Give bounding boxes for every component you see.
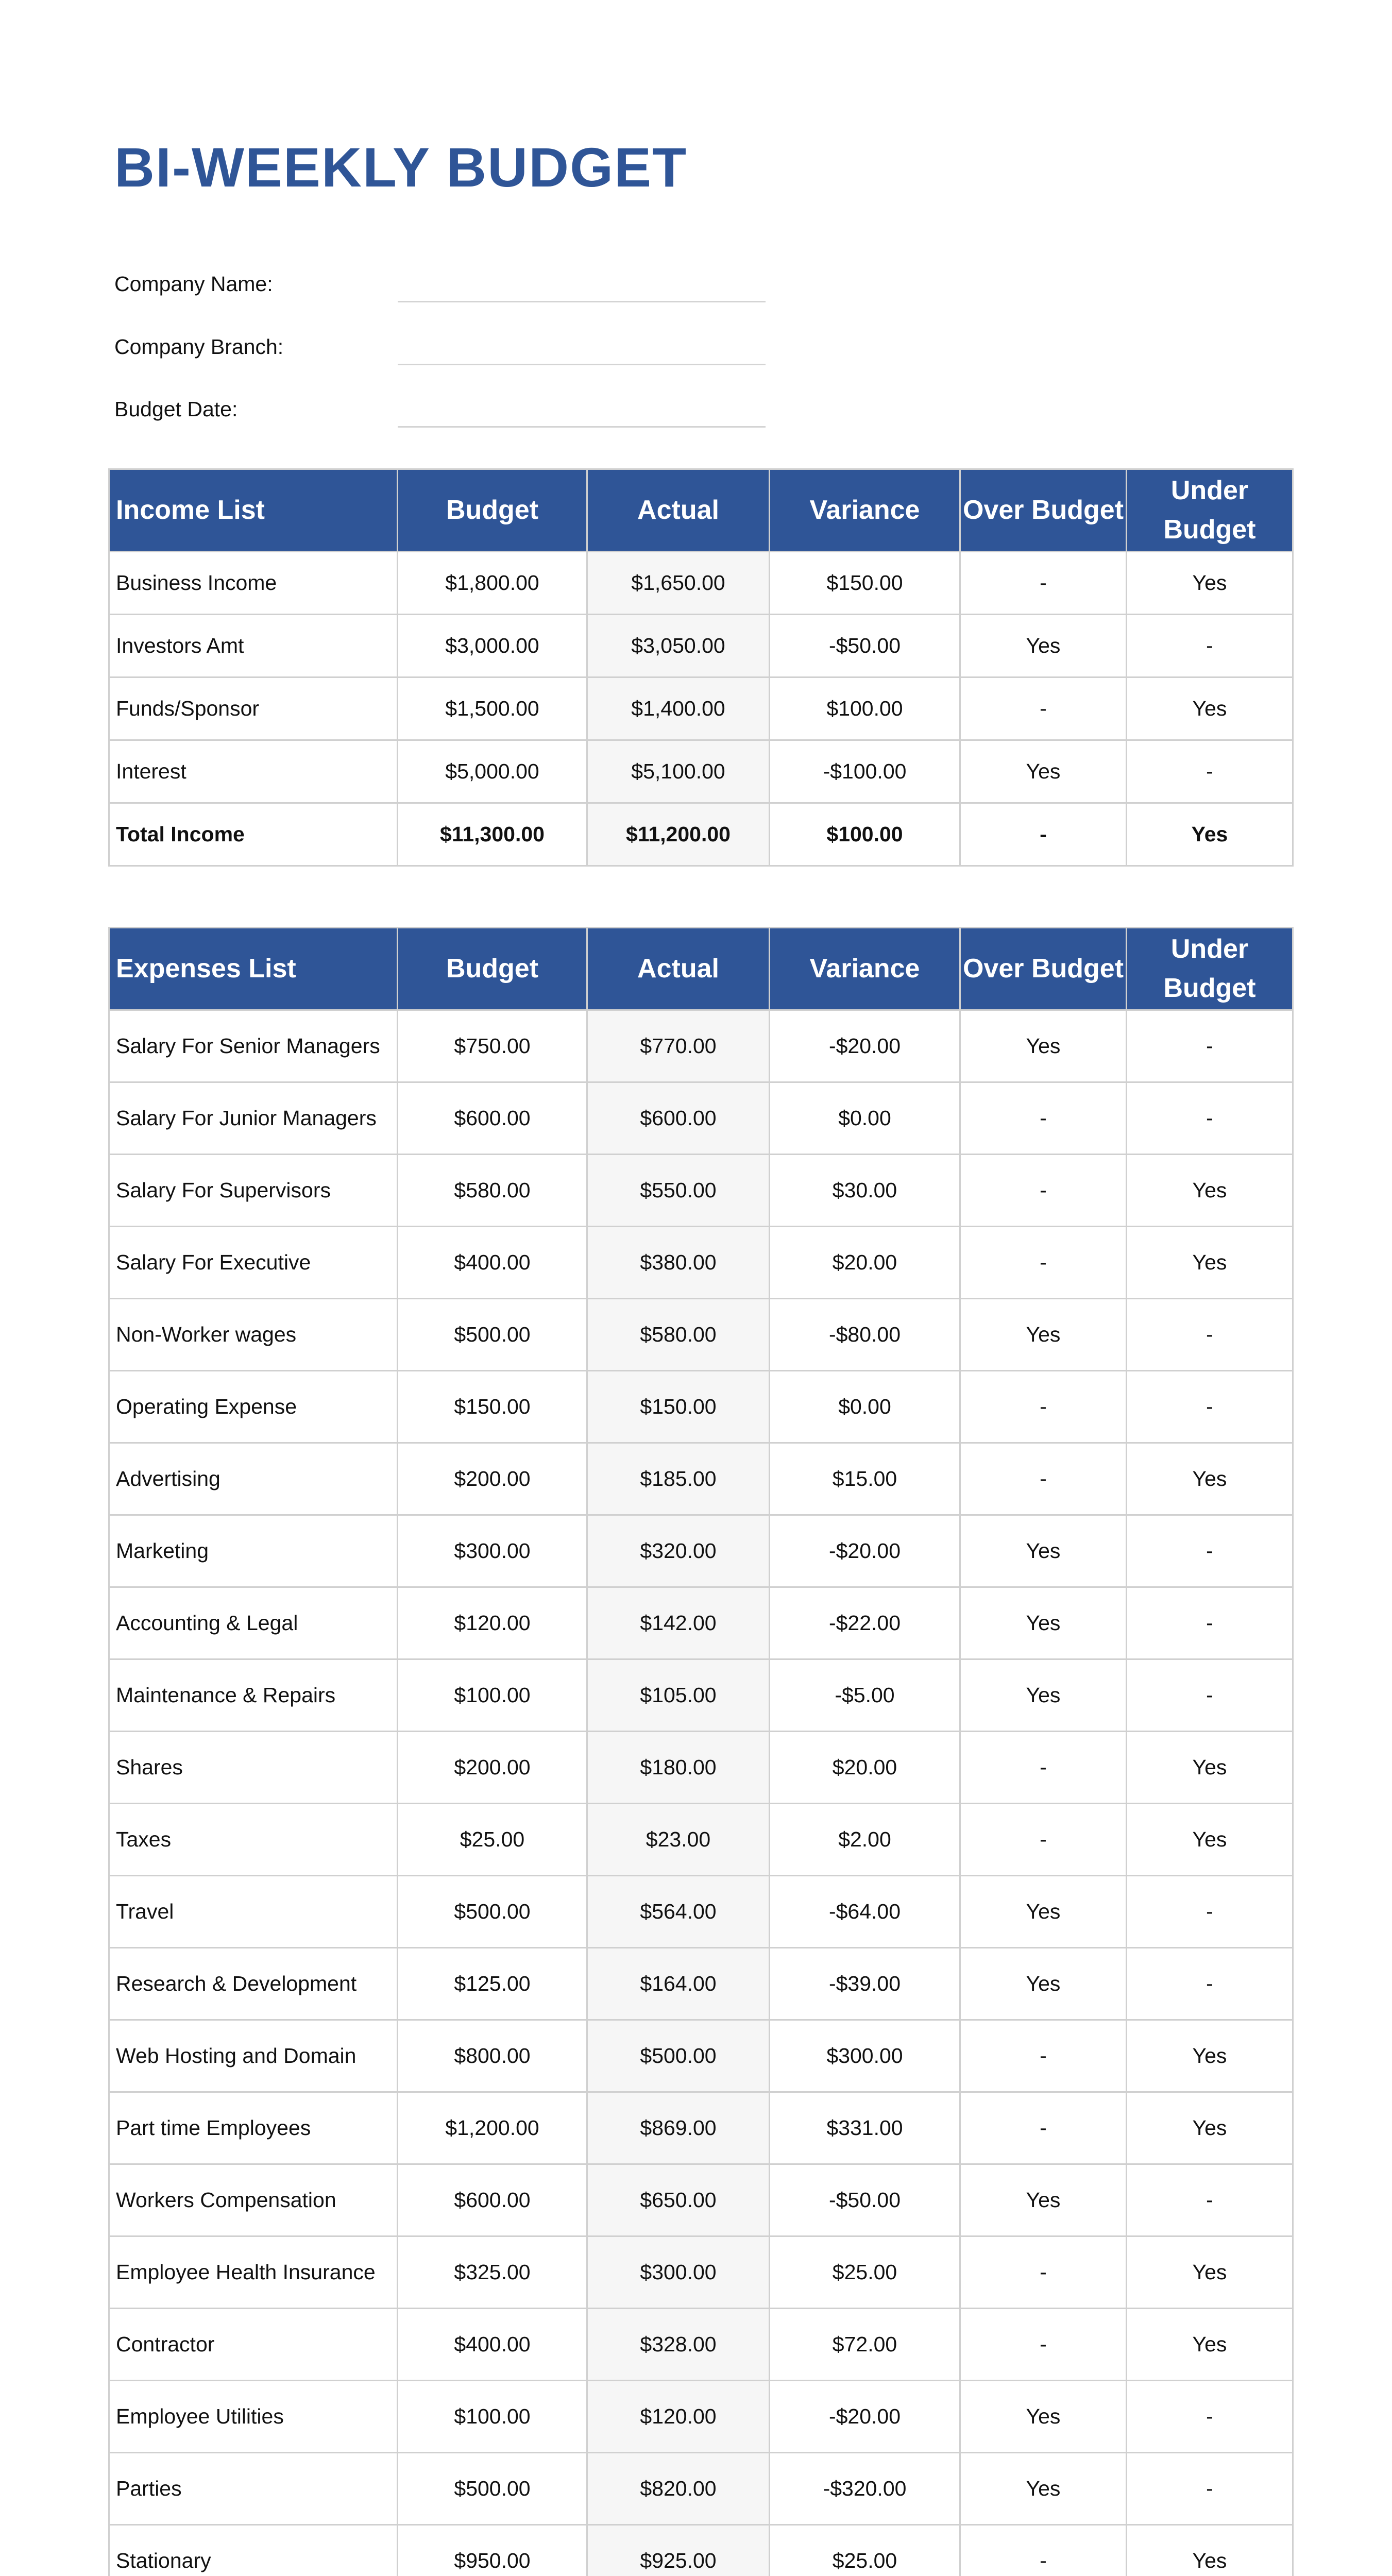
table-row — [109, 2381, 1293, 2453]
cell-over-budget: Yes — [960, 1299, 1127, 1371]
income-header-item: Income List — [109, 469, 398, 552]
cell-actual: $1,650.00 — [587, 552, 770, 615]
cell-item: Salary For Senior Managers — [109, 1010, 398, 1082]
table-row — [109, 2309, 1293, 2381]
cell-actual: $150.00 — [587, 1371, 770, 1443]
cell-over-budget: - — [960, 803, 1127, 866]
cell-item: Workers Compensation — [109, 2164, 398, 2236]
cell-actual: $500.00 — [587, 2020, 770, 2092]
table-row — [109, 2164, 1293, 2236]
cell-budget: $1,200.00 — [398, 2092, 587, 2164]
cell-under-budget: - — [1127, 1659, 1293, 1732]
cell-budget: $400.00 — [398, 2309, 587, 2381]
cell-item: Marketing — [109, 1515, 398, 1587]
company-branch-label: Company Branch: — [114, 335, 284, 359]
cell-over-budget: - — [960, 2092, 1127, 2164]
cell-variance: $331.00 — [770, 2092, 960, 2164]
cell-actual: $580.00 — [587, 1299, 770, 1371]
cell-item: Employee Health Insurance — [109, 2236, 398, 2309]
table-row — [109, 1371, 1293, 1443]
cell-variance: -$5.00 — [770, 1659, 960, 1732]
cell-item: Parties — [109, 2453, 398, 2525]
cell-under-budget: - — [1127, 1082, 1293, 1155]
cell-variance: -$64.00 — [770, 1876, 960, 1948]
cell-budget: $120.00 — [398, 1587, 587, 1659]
table-row — [109, 1443, 1293, 1515]
cell-budget: $950.00 — [398, 2525, 587, 2576]
cell-actual: $925.00 — [587, 2525, 770, 2576]
cell-budget: $800.00 — [398, 2020, 587, 2092]
cell-variance: -$20.00 — [770, 2381, 960, 2453]
cell-item: Operating Expense — [109, 1371, 398, 1443]
cell-actual: $380.00 — [587, 1227, 770, 1299]
cell-under-budget: Yes — [1127, 2236, 1293, 2309]
cell-item: Employee Utilities — [109, 2381, 398, 2453]
cell-under-budget: - — [1127, 1948, 1293, 2020]
cell-budget: $600.00 — [398, 1082, 587, 1155]
cell-over-budget: - — [960, 1082, 1127, 1155]
cell-variance: -$50.00 — [770, 2164, 960, 2236]
cell-item: Part time Employees — [109, 2092, 398, 2164]
cell-actual: $164.00 — [587, 1948, 770, 2020]
cell-under-budget: Yes — [1127, 1443, 1293, 1515]
table-row — [109, 1732, 1293, 1804]
cell-under-budget: Yes — [1127, 2525, 1293, 2576]
budget-date-field[interactable] — [398, 426, 766, 428]
cell-item: Travel — [109, 1876, 398, 1948]
cell-variance: $0.00 — [770, 1082, 960, 1155]
table-row — [109, 1155, 1293, 1227]
cell-variance: $25.00 — [770, 2236, 960, 2309]
cell-item: Web Hosting and Domain — [109, 2020, 398, 2092]
cell-budget: $1,800.00 — [398, 552, 587, 615]
cell-over-budget: Yes — [960, 1948, 1127, 2020]
table-row — [109, 1227, 1293, 1299]
expenses-table — [108, 927, 1294, 2576]
cell-actual: $820.00 — [587, 2453, 770, 2525]
income-header-over-budget: Over Budget — [960, 469, 1127, 552]
cell-over-budget: - — [960, 2309, 1127, 2381]
cell-budget: $500.00 — [398, 1876, 587, 1948]
cell-under-budget: - — [1127, 2381, 1293, 2453]
cell-item: Funds/Sponsor — [109, 677, 398, 740]
cell-item: Shares — [109, 1732, 398, 1804]
table-row — [109, 740, 1293, 803]
cell-budget: $300.00 — [398, 1515, 587, 1587]
income-header-variance: Variance — [770, 469, 960, 552]
cell-under-budget: - — [1127, 2453, 1293, 2525]
expenses-header-under-budget: Under Budget — [1127, 928, 1293, 1010]
cell-under-budget: - — [1127, 1299, 1293, 1371]
cell-over-budget: - — [960, 1443, 1127, 1515]
cell-variance: -$80.00 — [770, 1299, 960, 1371]
cell-budget: $580.00 — [398, 1155, 587, 1227]
cell-item: Advertising — [109, 1443, 398, 1515]
cell-under-budget: Yes — [1127, 1732, 1293, 1804]
cell-variance: -$20.00 — [770, 1515, 960, 1587]
table-row — [109, 1515, 1293, 1587]
cell-budget: $200.00 — [398, 1443, 587, 1515]
table-row — [109, 2525, 1293, 2576]
cell-over-budget: - — [960, 1804, 1127, 1876]
table-row — [109, 1948, 1293, 2020]
cell-item: Total Income — [109, 803, 398, 866]
income-header-under-budget: Under Budget — [1127, 469, 1293, 552]
cell-actual: $600.00 — [587, 1082, 770, 1155]
cell-item: Interest — [109, 740, 398, 803]
cell-actual: $5,100.00 — [587, 740, 770, 803]
cell-actual: $650.00 — [587, 2164, 770, 2236]
cell-under-budget: - — [1127, 1876, 1293, 1948]
cell-budget: $500.00 — [398, 1299, 587, 1371]
cell-variance: -$20.00 — [770, 1010, 960, 1082]
cell-over-budget: - — [960, 1155, 1127, 1227]
cell-over-budget: - — [960, 677, 1127, 740]
expenses-header-over-budget: Over Budget — [960, 928, 1127, 1010]
table-row — [109, 677, 1293, 740]
table-row — [109, 1082, 1293, 1155]
cell-under-budget: - — [1127, 740, 1293, 803]
expenses-header-item: Expenses List — [109, 928, 398, 1010]
cell-over-budget: Yes — [960, 2381, 1127, 2453]
company-name-field[interactable] — [398, 301, 766, 302]
cell-over-budget: - — [960, 2525, 1127, 2576]
cell-actual: $869.00 — [587, 2092, 770, 2164]
cell-under-budget: Yes — [1127, 803, 1293, 866]
cell-actual: $300.00 — [587, 2236, 770, 2309]
cell-variance: $20.00 — [770, 1227, 960, 1299]
cell-under-budget: Yes — [1127, 1804, 1293, 1876]
cell-under-budget: - — [1127, 2164, 1293, 2236]
cell-under-budget: Yes — [1127, 2092, 1293, 2164]
cell-over-budget: - — [960, 1227, 1127, 1299]
cell-under-budget: Yes — [1127, 552, 1293, 615]
cell-variance: -$320.00 — [770, 2453, 960, 2525]
cell-under-budget: - — [1127, 1010, 1293, 1082]
cell-over-budget: - — [960, 552, 1127, 615]
cell-variance: $25.00 — [770, 2525, 960, 2576]
income-header-actual: Actual — [587, 469, 770, 552]
cell-actual: $550.00 — [587, 1155, 770, 1227]
table-row — [109, 1587, 1293, 1659]
cell-under-budget: Yes — [1127, 1155, 1293, 1227]
income-header-row — [109, 469, 1293, 552]
cell-item: Non-Worker wages — [109, 1299, 398, 1371]
cell-budget: $325.00 — [398, 2236, 587, 2309]
company-name-label: Company Name: — [114, 272, 273, 296]
cell-over-budget: - — [960, 2020, 1127, 2092]
cell-actual: $180.00 — [587, 1732, 770, 1804]
cell-budget: $750.00 — [398, 1010, 587, 1082]
cell-budget: $25.00 — [398, 1804, 587, 1876]
cell-under-budget: Yes — [1127, 677, 1293, 740]
cell-item: Investors Amt — [109, 615, 398, 677]
cell-variance: $15.00 — [770, 1443, 960, 1515]
cell-over-budget: - — [960, 1371, 1127, 1443]
expenses-header-variance: Variance — [770, 928, 960, 1010]
cell-actual: $770.00 — [587, 1010, 770, 1082]
cell-actual: $142.00 — [587, 1587, 770, 1659]
budget-date-label: Budget Date: — [114, 397, 238, 421]
cell-over-budget: Yes — [960, 740, 1127, 803]
cell-item: Stationary — [109, 2525, 398, 2576]
cell-actual: $185.00 — [587, 1443, 770, 1515]
company-branch-field[interactable] — [398, 364, 766, 365]
table-row — [109, 552, 1293, 615]
cell-over-budget: Yes — [960, 615, 1127, 677]
cell-under-budget: - — [1127, 1515, 1293, 1587]
cell-item: Salary For Executive — [109, 1227, 398, 1299]
table-row — [109, 2020, 1293, 2092]
income-total-row — [109, 803, 1293, 866]
cell-variance: $30.00 — [770, 1155, 960, 1227]
cell-variance: -$22.00 — [770, 1587, 960, 1659]
cell-over-budget: Yes — [960, 2164, 1127, 2236]
cell-item: Salary For Junior Managers — [109, 1082, 398, 1155]
cell-over-budget: Yes — [960, 1876, 1127, 1948]
cell-under-budget: Yes — [1127, 1227, 1293, 1299]
cell-variance: $100.00 — [770, 677, 960, 740]
table-row — [109, 1299, 1293, 1371]
cell-over-budget: - — [960, 1732, 1127, 1804]
table-row — [109, 1804, 1293, 1876]
cell-item: Salary For Supervisors — [109, 1155, 398, 1227]
expenses-header-actual: Actual — [587, 928, 770, 1010]
cell-budget: $100.00 — [398, 1659, 587, 1732]
cell-variance: $20.00 — [770, 1732, 960, 1804]
cell-actual: $328.00 — [587, 2309, 770, 2381]
cell-budget: $600.00 — [398, 2164, 587, 2236]
cell-actual: $120.00 — [587, 2381, 770, 2453]
cell-actual: $105.00 — [587, 1659, 770, 1732]
cell-item: Maintenance & Repairs — [109, 1659, 398, 1732]
cell-actual: $564.00 — [587, 1876, 770, 1948]
table-row — [109, 1010, 1293, 1082]
cell-variance: -$50.00 — [770, 615, 960, 677]
cell-variance: $72.00 — [770, 2309, 960, 2381]
cell-actual: $1,400.00 — [587, 677, 770, 740]
cell-variance: $150.00 — [770, 552, 960, 615]
cell-over-budget: Yes — [960, 2453, 1127, 2525]
cell-item: Research & Development — [109, 1948, 398, 2020]
cell-variance: $0.00 — [770, 1371, 960, 1443]
cell-variance: -$39.00 — [770, 1948, 960, 2020]
cell-item: Contractor — [109, 2309, 398, 2381]
income-table — [108, 468, 1294, 867]
table-row — [109, 1659, 1293, 1732]
cell-under-budget: Yes — [1127, 2309, 1293, 2381]
cell-variance: $300.00 — [770, 2020, 960, 2092]
cell-over-budget: Yes — [960, 1010, 1127, 1082]
cell-budget: $100.00 — [398, 2381, 587, 2453]
cell-budget: $3,000.00 — [398, 615, 587, 677]
table-row — [109, 2092, 1293, 2164]
cell-actual: $320.00 — [587, 1515, 770, 1587]
cell-under-budget: - — [1127, 1587, 1293, 1659]
cell-under-budget: Yes — [1127, 2020, 1293, 2092]
cell-budget: $500.00 — [398, 2453, 587, 2525]
table-row — [109, 1876, 1293, 1948]
expenses-header-budget: Budget — [398, 928, 587, 1010]
cell-item: Taxes — [109, 1804, 398, 1876]
cell-variance: $2.00 — [770, 1804, 960, 1876]
income-header-budget: Budget — [398, 469, 587, 552]
cell-budget: $5,000.00 — [398, 740, 587, 803]
cell-under-budget: - — [1127, 615, 1293, 677]
cell-item: Accounting & Legal — [109, 1587, 398, 1659]
expenses-header-row — [109, 928, 1293, 1010]
table-row — [109, 2236, 1293, 2309]
cell-budget: $1,500.00 — [398, 677, 587, 740]
cell-budget: $400.00 — [398, 1227, 587, 1299]
cell-budget: $200.00 — [398, 1732, 587, 1804]
cell-item: Business Income — [109, 552, 398, 615]
cell-over-budget: - — [960, 2236, 1127, 2309]
cell-under-budget: - — [1127, 1371, 1293, 1443]
cell-variance: $100.00 — [770, 803, 960, 866]
cell-budget: $125.00 — [398, 1948, 587, 2020]
cell-over-budget: Yes — [960, 1515, 1127, 1587]
cell-budget: $11,300.00 — [398, 803, 587, 866]
cell-over-budget: Yes — [960, 1587, 1127, 1659]
cell-actual: $23.00 — [587, 1804, 770, 1876]
table-row — [109, 2453, 1293, 2525]
cell-variance: -$100.00 — [770, 740, 960, 803]
page-title: BI-WEEKLY BUDGET — [114, 136, 688, 198]
cell-budget: $150.00 — [398, 1371, 587, 1443]
cell-actual: $3,050.00 — [587, 615, 770, 677]
table-row — [109, 615, 1293, 677]
cell-over-budget: Yes — [960, 1659, 1127, 1732]
cell-actual: $11,200.00 — [587, 803, 770, 866]
